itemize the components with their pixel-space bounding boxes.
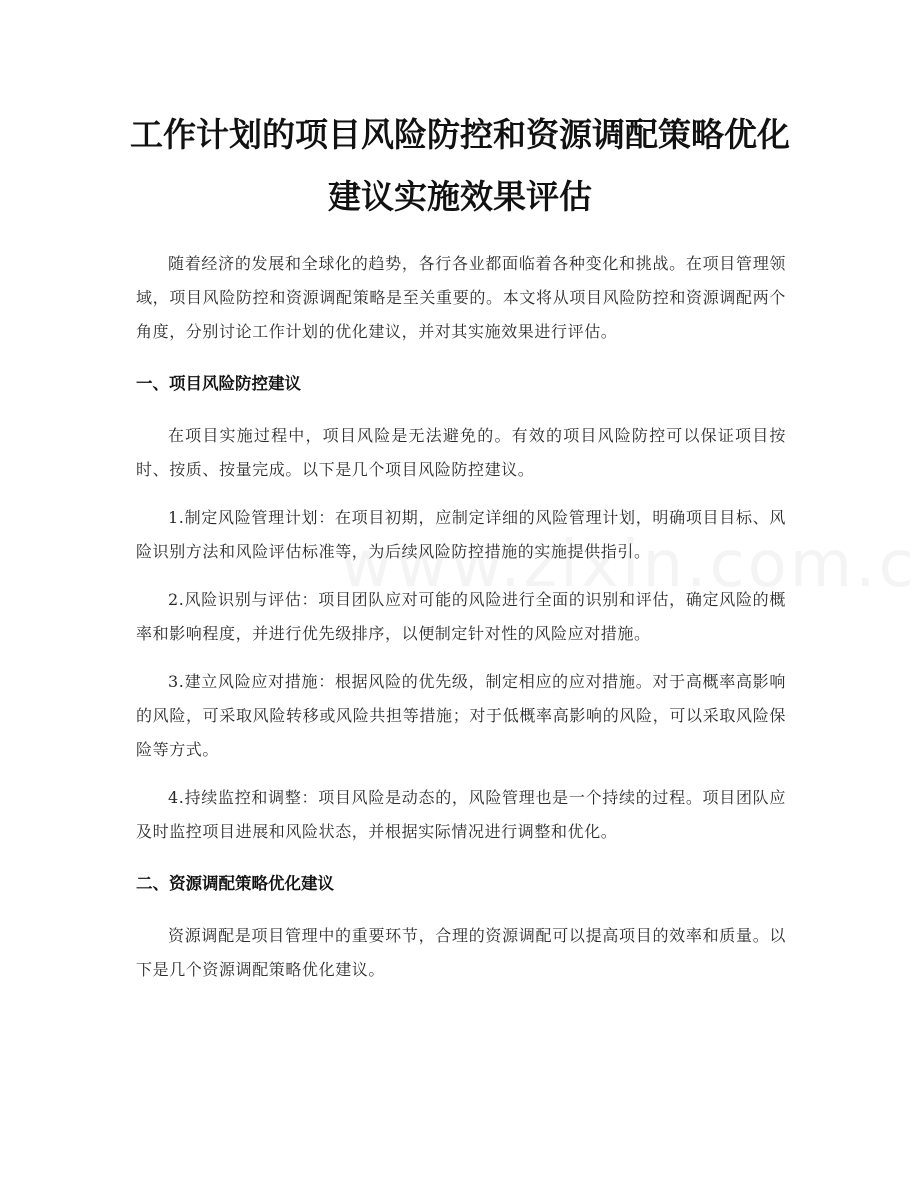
section-1-item-2: 2.风险识别与评估：项目团队应对可能的风险进行全面的识别和评估，确定风险的概率和影响程度，并进行优先级排序，以便制定针对性的风险应对措施。 [136,590,786,643]
document-body [136,247,786,987]
section-2-intro: 资源调配是项目管理中的重要环节，合理的资源调配可以提高项目的效率和质量。以下是几个资源调配策略优化建议。 [136,926,786,979]
section-1-item-3: 3.建立风险应对措施：根据风险的优先级，制定相应的应对措施。对于高概率高影响的风险，可采取风险转移或风险共担等措施；对于低概率高影响的风险，可以采取风险保险等方式。 [136,672,786,759]
section-1-item-1: 1.制定风险管理计划：在项目初期，应制定详细的风险管理计划，明确项目目标、风险识别方法和风险评估标准等，为后续风险防控措施的实施提供指引。 [136,508,786,561]
section-2-heading: 二、资源调配策略优化建议 [136,874,334,893]
section-1-intro: 在项目实施过程中，项目风险是无法避免的。有效的项目风险防控可以保证项目按时、按质、按量完成。以下是几个项目风险防控建议。 [136,426,786,479]
document-title: 工作计划的项目风险防控和资源调配策略优化建议实施效果评估 [130,115,790,216]
section-1-item-4: 4.持续监控和调整：项目风险是动态的，风险管理也是一个持续的过程。项目团队应及时监控项目进展和风险状态，并根据实际情况进行调整和优化。 [136,788,786,841]
intro-paragraph: 随着经济的发展和全球化的趋势，各行各业都面临着各种变化和挑战。在项目管理领域，项目风险防控和资源调配策略是至关重要的。本文将从项目风险防控和资源调配两个角度，分别讨论工作计划的优化建议，并对其实施效果进行评估。 [136,254,786,341]
section-1-heading: 一、项目风险防控建议 [136,374,301,393]
